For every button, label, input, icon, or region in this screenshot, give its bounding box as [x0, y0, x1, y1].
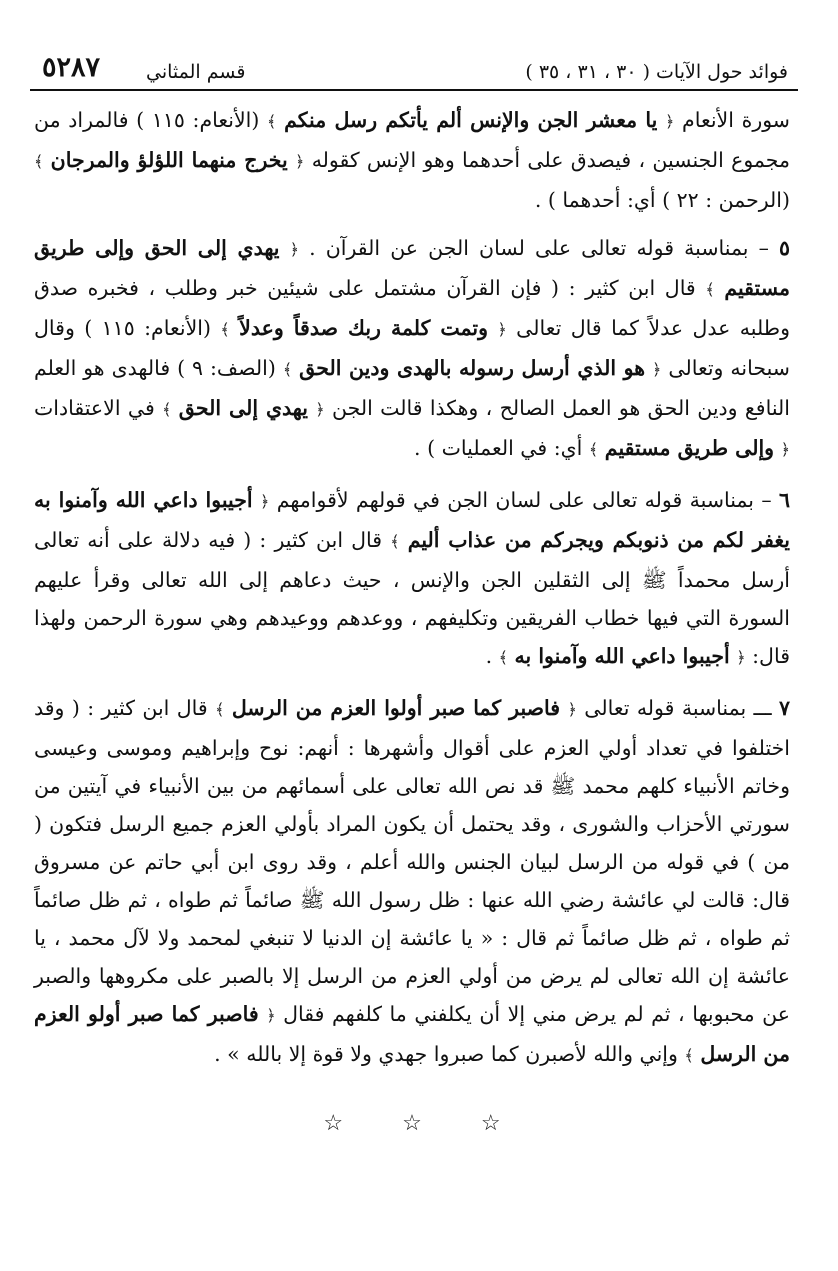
- quran-quote: أجيبوا داعي الله وآمنوا به: [514, 644, 730, 668]
- quran-quote: وتمت كلمة ربك صدقاً وعدلاً: [239, 316, 488, 340]
- quran-quote: فاصبر كما صبر أولوا العزم من الرسل: [231, 696, 561, 720]
- text-segment: في الاعتقادات: [34, 396, 163, 420]
- section-divider-stars-icon: ☆ ☆ ☆: [323, 1111, 527, 1136]
- page-number: ٥٢٨٧: [42, 52, 101, 83]
- ornate-bracket-close-icon: ﴾: [267, 112, 277, 131]
- text-segment: (الرحمن : ٢٢ ) أي: أحدهما ) .: [534, 188, 790, 212]
- quran-quote: يهدي إلى الحق وإلى طريق مستقيم: [34, 236, 790, 300]
- text-segment: .: [485, 644, 499, 668]
- ornate-bracket-open-icon: ﴿: [315, 400, 325, 419]
- text-segment: – بمناسبة قوله تعالى على لسان الجن في قولهم لأقوامهم: [269, 488, 779, 512]
- ornate-bracket-open-icon: ﴿: [664, 112, 675, 131]
- ornate-bracket-open-icon: ﴿: [289, 240, 299, 259]
- text-segment: (الأنعام: ١١٥ ) فالمراد من مجموع الجنسين ، فيصدق على أحدهما وهو الإنس كقوله: [34, 108, 790, 172]
- text-segment: قال ابن كثير : ( وقد اختلفوا في تعداد أولي العزم على أقوال وأشهرها : أنهم: نوح وإبراهيم وموسى وعيسى وخاتم الأنبياء كلهم محمد ﷺ قد نص الله تعالى على أسمائهم من بين الأنبياء في آيتين من سورتي الأحزاب والشورى ، وقد يحتمل أن يكون المراد بأولي العزم جميع الرسل فتكون ( من ) في قوله من الرسل لبيان الجنس والله أعلم ، وقد روى ابن أبي حاتم عن مسروق قال: قالت لي عائشة رضي الله عنها : ظل رسول الله ﷺ صائماً ثم طواه ، ثم ظل صائماً ثم طواه ، ثم ظل صائماً ثم قال : « يا عائشة إن الدنيا لا تنبغي لمحمد ولا لآل محمد ، يا عائشة إن الله تعالى لم يرض من أولي العزم من الرسل إلا بالصبر على مكروهها والصبر عن محبوبها ، ثم لم يرض مني إلا أن يكلفني ما كلفهم فقال: [34, 696, 790, 1026]
- ornate-bracket-open-icon: ﴿: [295, 152, 305, 171]
- ornate-bracket-close-icon: ﴾: [588, 440, 599, 459]
- paragraph-5: [34, 229, 790, 469]
- text-segment: أي: في العمليات ) .: [414, 436, 589, 460]
- paragraph-6: [34, 481, 790, 677]
- ornate-bracket-open-icon: ﴿: [567, 700, 577, 719]
- ornate-bracket-open-icon: ﴿: [652, 360, 662, 379]
- ornate-bracket-open-icon: ﴿: [780, 440, 790, 459]
- text-segment: سورة الأنعام: [674, 108, 790, 132]
- quran-quote: وإلى طريق مستقيم: [604, 436, 775, 460]
- quran-quote: يا معشر الجن والإنس ألم يأتكم رسل منكم: [284, 108, 658, 132]
- quran-quote: هو الذي أرسل رسوله بالهدى ودين الحق: [299, 356, 646, 380]
- quran-quote: يخرج منهما اللؤلؤ والمرجان: [50, 148, 288, 172]
- ornate-bracket-close-icon: ﴾: [684, 1046, 694, 1065]
- ornate-bracket-close-icon: ﴾: [498, 648, 508, 667]
- text-segment: وإني والله لأصبرن كما صبروا جهدي ولا قوة إلا بالله » .: [214, 1042, 685, 1066]
- paragraph-intro: [34, 101, 790, 219]
- text-segment: (الأنعام: ١١٥ ) وقال سبحانه وتعالى: [34, 316, 790, 380]
- ornate-bracket-close-icon: ﴾: [390, 532, 400, 551]
- ornate-bracket-open-icon: ﴿: [736, 648, 746, 667]
- ornate-bracket-open-icon: ﴿: [266, 1006, 276, 1025]
- quran-quote: أجيبوا داعي الله وآمنوا به يغفر لكم من ذنوبكم ويجركم من عذاب أليم: [34, 488, 790, 552]
- ornate-bracket-close-icon: ﴾: [215, 700, 225, 719]
- quran-quote: فاصبر كما صبر أولو العزم من الرسل: [34, 1002, 790, 1066]
- ornate-bracket-close-icon: ﴾: [282, 360, 293, 379]
- running-title: فوائد حول الآيات ( ٣٠ ، ٣١ ، ٣٥ ): [525, 61, 788, 83]
- paragraph-7: [34, 689, 790, 1075]
- paragraph-number: ٦: [778, 488, 790, 512]
- text-segment: – بمناسبة قوله تعالى على لسان الجن عن القرآن .: [299, 236, 779, 260]
- paragraph-number: ٥: [778, 236, 790, 260]
- ornate-bracket-close-icon: ﴾: [705, 280, 715, 299]
- quran-quote: يهدي إلى الحق: [178, 396, 308, 420]
- text-segment: (الصف: ٩ ) فالهدى هو العلم النافع ودين الحق هو العمل الصالح ، وهكذا قالت الجن: [34, 356, 790, 420]
- text-segment: قال ابن كثير : ( فإن القرآن مشتمل على شيئين خبر وطلب ، فخبره صدق وطلبه عدل عدلاً كما قال تعالى: [34, 276, 790, 340]
- ornate-bracket-open-icon: ﴿: [259, 492, 270, 511]
- text-segment: قال ابن كثير : ( فيه دلالة على أنه تعالى أرسل محمداً ﷺ إلى الثقلين الجن والإنس ، حيث دعاهم إلى الله تعالى وقرأ عليهم السورة التي فيها خطاب الفريقين وتكليفهم ، ووعدهم ووعيدهم وهي سورة الرحمن ولهذا قال:: [34, 528, 790, 668]
- header-left: [42, 52, 245, 83]
- paragraph-number: ٧: [778, 696, 790, 720]
- text-segment: ـــ بمناسبة قوله تعالى: [576, 696, 779, 720]
- ornate-bracket-close-icon: ﴾: [220, 320, 230, 339]
- ornate-bracket-close-icon: ﴾: [34, 152, 44, 171]
- part-title: قسم المثاني: [146, 61, 246, 83]
- body-text: [30, 101, 798, 1143]
- page-header: [30, 52, 798, 91]
- ornate-bracket-open-icon: ﴿: [497, 320, 507, 339]
- ornate-bracket-close-icon: ﴾: [162, 400, 172, 419]
